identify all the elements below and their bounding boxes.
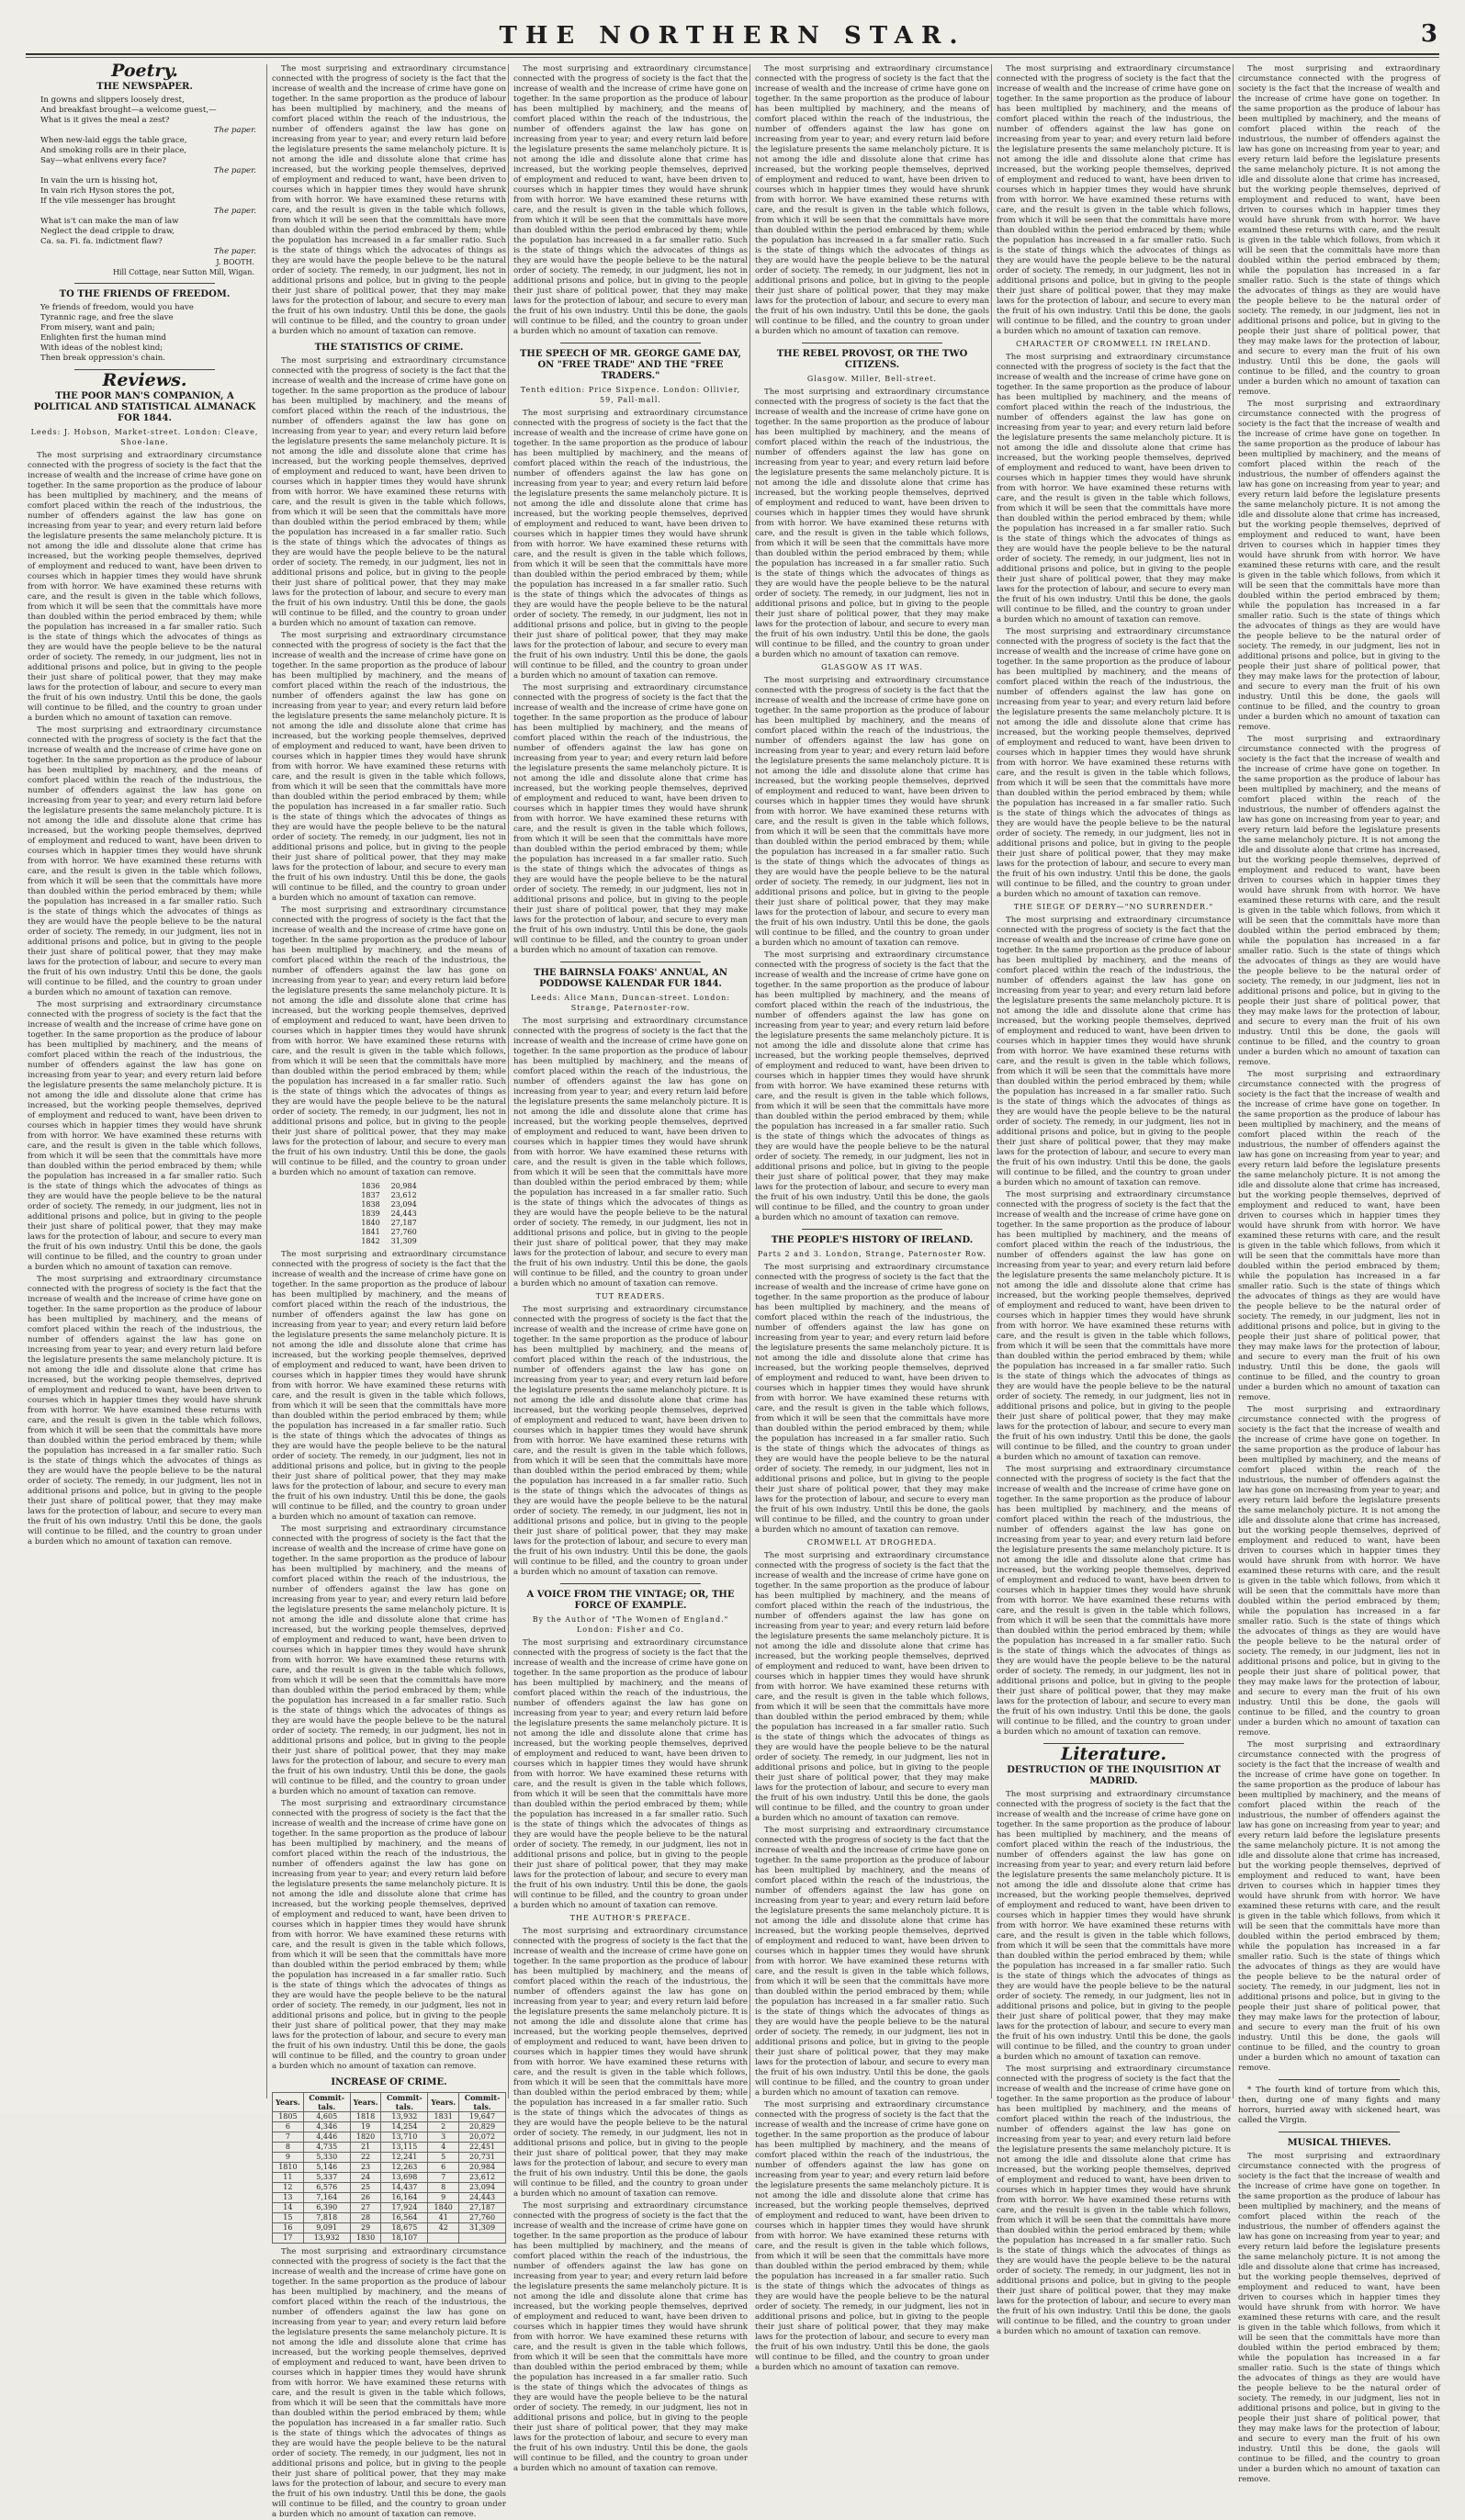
committals-row	[355, 1191, 422, 1200]
speech-imprint: Tenth edition: Price Sixpence. London: Ollivier, 59, Pall-mall.	[520, 386, 741, 404]
committals-cell: 23,612	[390, 1191, 417, 1199]
table-cell: 4,605	[303, 2112, 350, 2122]
table-cell: 6	[273, 2122, 304, 2132]
speech-title: THE SPEECH OF MR. GEORGE GAME DAY, ON "FREE TRADE" AND THE "FREE TRADERS."	[519, 349, 742, 381]
column-rule	[749, 64, 750, 2098]
article-text: The most surprising and extraordinary circumstance connected with the progress of society is the fact that the increase of wealth and the increase of crime have gone on together. In the same proportion as the produce of labour has been multiplied by machinery, and the means of comfort placed within the reach of the industrious, the number of offenders against the law has gone on increasing from year to year; and every return laid before the legislature presents the same melancholy picture. It is not among the idle and dissolute alone that crime has increased, but the working people themselves, deprived of employment and reduced to want, have been driven to courses which in happier times they would have shrunk from with horror. We have examined these returns with care, and the result is given in the table which follows, from which it will be seen that the committals have more than doubled within the period embraced by them; while the population has increased in a far smaller ratio. Such is the state of things which the advocates of things as they are would have the people believe to be the natural order of society. The remedy, in our judgment, lies not in additional prisons and police, but in giving to the people their just share of political power, that they may make laws for the protection of labour, and secure to every man the fruit of his own industry. Until this be done, the gaols will continue to be filled, and the country to groan under a burden which no amount of taxation can remove.	[755, 2100, 989, 2372]
committals-cell: 20,984	[390, 1182, 417, 1190]
table-row	[273, 2203, 506, 2213]
column-3	[513, 64, 748, 2473]
table-cell: 1818	[350, 2112, 381, 2122]
table-cell: 13	[273, 2193, 304, 2203]
table-cell: 27,760	[459, 2213, 506, 2223]
table-cell: 27,187	[459, 2203, 506, 2213]
masthead-title: THE NORTHERN STAR.	[499, 22, 966, 50]
table-row	[273, 2163, 506, 2173]
committals-row	[355, 1209, 422, 1219]
table-cell: 4,446	[303, 2132, 350, 2143]
table-cell: 22	[350, 2153, 381, 2163]
article-text: The most surprising and extraordinary circumstance connected with the progress of society is the fact that the increase of wealth and the increase of crime have gone on together. In the same proportion as the produce of labour has been multiplied by machinery, and the means of comfort placed within the reach of the industrious, the number of offenders against the law has gone on increasing from year to year; and every return laid before the legislature presents the same melancholy picture. It is not among the idle and dissolute alone that crime has increased, but the working people themselves, deprived of employment and reduced to want, have been driven to courses which in happier times they would have shrunk from with horror. We have examined these returns with care, and the result is given in the table which follows, from which it will be seen that the committals have more than doubled within the period embraced by them; while the population has increased in a far smaller ratio. Such is the state of things which the advocates of things as they are would have the people believe to be the natural order of society. The remedy, in our judgment, lies not in additional prisons and police, but in giving to the people their just share of political power, that they may make laws for the protection of labour, and secure to every man the fruit of his own industry. Until this be done, the gaols will continue to be filled, and the country to groan under a burden which no amount of taxation can remove.	[1238, 1740, 1440, 2073]
review-title: THE POOR MAN'S COMPANION, A POLITICAL AND STATISTICAL ALMANACK FOR 1844.	[33, 391, 256, 423]
table-cell: 21	[350, 2143, 381, 2153]
article-text: The most surprising and extraordinary circumstance connected with the progress of society is the fact that the increase of wealth and the increase of crime have gone on together. In the same proportion as the produce of labour has been multiplied by machinery, and the means of comfort placed within the reach of the industrious, the number of offenders against the law has gone on increasing from year to year; and every return laid before the legislature presents the same melancholy picture. It is not among the idle and dissolute alone that crime has increased, but the working people themselves, deprived of employment and reduced to want, have been driven to courses which in happier times they would have shrunk from with horror. We have examined these returns with care, and the result is given in the table which follows, from which it will be seen that the committals have more than doubled within the period embraced by them; while the population has increased in a far smaller ratio. Such is the state of things which the advocates of things as they are would have the people believe to be the natural order of society. The remedy, in our judgment, lies not in additional prisons and police, but in giving to the people their just share of political power, that they may make laws for the protection of labour, and secure to every man the fruit of his own industry. Until this be done, the gaols will continue to be filled, and the country to groan under a burden which no amount of taxation can remove.	[755, 388, 989, 659]
reviews-heading: Reviews.	[102, 370, 187, 390]
committals-row	[355, 1237, 422, 1246]
bairnsla-imprint: Leeds: Alice Mann, Duncan-street. London: Strange, Paternoster-row.	[530, 994, 731, 1012]
article-text: The most surprising and extraordinary circumstance connected with the progress of society is the fact that the increase of wealth and the increase of crime have gone on together. In the same proportion as the produce of labour has been multiplied by machinery, and the means of comfort placed within the reach of the industrious, the number of offenders against the law has gone on increasing from year to year; and every return laid before the legislature presents the same melancholy picture. It is not among the idle and dissolute alone that crime has increased, but the working people themselves, deprived of employment and reduced to want, have been driven to courses which in happier times they would have shrunk from with horror. We have examined these returns with care, and the result is given in the table which follows, from which it will be seen that the committals have more than doubled within the period embraced by them; while the population has increased in a far smaller ratio. Such is the state of things which the advocates of things as they are would have the people believe to be the natural order of society. The remedy, in our judgment, lies not in additional prisons and police, but in giving to the people their just share of political power, that they may make laws for the protection of labour, and secure to every man the fruit of his own industry. Until this be done, the gaols will continue to be filled, and the country to groan under a burden which no amount of taxation can remove.	[513, 2201, 748, 2473]
cromwell-character-subhead: CHARACTER OF CROMWELL IN IRELAND.	[1016, 340, 1211, 348]
table-cell: 20,829	[459, 2122, 506, 2132]
table-cell: 13,710	[381, 2132, 428, 2143]
musical-thieves-title: MUSICAL THIEVES.	[1287, 2138, 1392, 2148]
committals-row	[355, 1182, 422, 1191]
table-cell: 12,241	[381, 2153, 428, 2163]
table-cell: 18,107	[381, 2233, 428, 2244]
article-text: The most surprising and extraordinary circumstance connected with the progress of society is the fact that the increase of wealth and the increase of crime have gone on together. In the same proportion as the produce of labour has been multiplied by machinery, and the means of comfort placed within the reach of the industrious, the number of offenders against the law has gone on increasing from year to year; and every return laid before the legislature presents the same melancholy picture. It is not among the idle and dissolute alone that crime has increased, but the working people themselves, deprived of employment and reduced to want, have been driven to courses which in happier times they would have shrunk from with horror. We have examined these returns with care, and the result is given in the table which follows, from which it will be seen that the committals have more than doubled within the period embraced by them; while the population has increased in a far smaller ratio. Such is the state of things which the advocates of things as they are would have the people believe to be the natural order of society. The remedy, in our judgment, lies not in additional prisons and police, but in giving to the people their just share of political power, that they may make laws for the protection of labour, and secure to every man the fruit of his own industry. Until this be done, the gaols will continue to be filled, and the country to groan under a burden which no amount of taxation can remove.	[755, 676, 989, 948]
page-number: 3	[1420, 20, 1437, 48]
table-header-cell: Commit-tals.	[459, 2093, 506, 2112]
article-text: The most surprising and extraordinary circumstance connected with the progress of society is the fact that the increase of wealth and the increase of crime have gone on together. In the same proportion as the produce of labour has been multiplied by machinery, and the means of comfort placed within the reach of the industrious, the number of offenders against the law has gone on increasing from year to year; and every return laid before the legislature presents the same melancholy picture. It is not among the idle and dissolute alone that crime has increased, but the working people themselves, deprived of employment and reduced to want, have been driven to courses which in happier times they would have shrunk from with horror. We have examined these returns with care, and the result is given in the table which follows, from which it will be seen that the committals have more than doubled within the period embraced by them; while the population has increased in a far smaller ratio. Such is the state of things which the advocates of things as they are would have the people believe to be the natural order of society. The remedy, in our judgment, lies not in additional prisons and police, but in giving to the people their just share of political power, that they may make laws for the protection of labour, and secure to every man the fruit of his own industry. Until this be done, the gaols will continue to be filled, and the country to groan under a burden which no amount of taxation can remove.	[997, 1790, 1231, 2062]
article-text: The most surprising and extraordinary circumstance connected with the progress of society is the fact that the increase of wealth and the increase of crime have gone on together. In the same proportion as the produce of labour has been multiplied by machinery, and the means of comfort placed within the reach of the industrious, the number of offenders against the law has gone on increasing from year to year; and every return laid before the legislature presents the same melancholy picture. It is not among the idle and dissolute alone that crime has increased, but the working people themselves, deprived of employment and reduced to want, have been driven to courses which in happier times they would have shrunk from with horror. We have examined these returns with care, and the result is given in the table which follows, from which it will be seen that the committals have more than doubled within the period embraced by them; while the population has increased in a far smaller ratio. Such is the state of things which the advocates of things as they are would have the people believe to be the natural order of society. The remedy, in our judgment, lies not in additional prisons and police, but in giving to the people their just share of political power, that they may make laws for the protection of labour, and secure to every man the fruit of his own industry. Until this be done, the gaols will continue to be filled, and the country to groan under a burden which no amount of taxation can remove.	[272, 1524, 506, 1796]
table-cell: 16,564	[381, 2213, 428, 2223]
table-cell: 27	[350, 2203, 381, 2213]
article-text: The most surprising and extraordinary circumstance connected with the progress of society is the fact that the increase of wealth and the increase of crime have gone on together. In the same proportion as the produce of labour has been multiplied by machinery, and the means of comfort placed within the reach of the industrious, the number of offenders against the law has gone on increasing from year to year; and every return laid before the legislature presents the same melancholy picture. It is not among the idle and dissolute alone that crime has increased, but the working people themselves, deprived of employment and reduced to want, have been driven to courses which in happier times they would have shrunk from with horror. We have examined these returns with care, and the result is given in the table which follows, from which it will be seen that the committals have more than doubled within the period embraced by them; while the population has increased in a far smaller ratio. Such is the state of things which the advocates of things as they are would have the people believe to be the natural order of society. The remedy, in our judgment, lies not in additional prisons and police, but in giving to the people their just share of political power, that they may make laws for the protection of labour, and secure to every man the fruit of his own industry. Until this be done, the gaols will continue to be filled, and the country to groan under a burden which no amount of taxation can remove.	[272, 2247, 506, 2519]
table-cell	[459, 2233, 506, 2244]
article-text: The most surprising and extraordinary circumstance connected with the progress of society is the fact that the increase of wealth and the increase of crime have gone on together. In the same proportion as the produce of labour has been multiplied by machinery, and the means of comfort placed within the reach of the industrious, the number of offenders against the law has gone on increasing from year to year; and every return laid before the legislature presents the same melancholy picture. It is not among the idle and dissolute alone that crime has increased, but the working people themselves, deprived of employment and reduced to want, have been driven to courses which in happier times they would have shrunk from with horror. We have examined these returns with care, and the result is given in the table which follows, from which it will be seen that the committals have more than doubled within the period embraced by them; while the population has increased in a far smaller ratio. Such is the state of things which the advocates of things as they are would have the people believe to be the natural order of society. The remedy, in our judgment, lies not in additional prisons and police, but in giving to the people their just share of political power, that they may make laws for the protection of labour, and secure to every man the fruit of his own industry. Until this be done, the gaols will continue to be filled, and the country to groan under a burden which no amount of taxation can remove.	[513, 1927, 748, 2199]
table-cell: 11	[273, 2173, 304, 2183]
table-cell: 12	[273, 2183, 304, 2193]
footnote: * The fourth kind of torture from which this, then, during one of many fights and many horrors, hurried away with sickened heart, was called the Virgin.	[1238, 2086, 1440, 2125]
divider	[1279, 2079, 1400, 2080]
table-cell: 19,647	[459, 2112, 506, 2122]
committals-row	[355, 1228, 422, 1237]
committals-cell: 24,443	[390, 1209, 417, 1218]
article-text: The most surprising and extraordinary circumstance connected with the progress of society is the fact that the increase of wealth and the increase of crime have gone on together. In the same proportion as the produce of labour has been multiplied by machinery, and the means of comfort placed within the reach of the industrious, the number of offenders against the law has gone on increasing from year to year; and every return laid before the legislature presents the same melancholy picture. It is not among the idle and dissolute alone that crime has increased, but the working people themselves, deprived of employment and reduced to want, have been driven to courses which in happier times they would have shrunk from with horror. We have examined these returns with care, and the result is given in the table which follows, from which it will be seen that the committals have more than doubled within the period embraced by them; while the population has increased in a far smaller ratio. Such is the state of things which the advocates of things as they are would have the people believe to be the natural order of society. The remedy, in our judgment, lies not in additional prisons and police, but in giving to the people their just share of political power, that they may make laws for the protection of labour, and secure to every man the fruit of his own industry. Until this be done, the gaols will continue to be filled, and the country to groan under a burden which no amount of taxation can remove.	[513, 64, 748, 336]
article-text: The most surprising and extraordinary circumstance connected with the progress of society is the fact that the increase of wealth and the increase of crime have gone on together. In the same proportion as the produce of labour has been multiplied by machinery, and the means of comfort placed within the reach of the industrious, the number of offenders against the law has gone on increasing from year to year; and every return laid before the legislature presents the same melancholy picture. It is not among the idle and dissolute alone that crime has increased, but the working people themselves, deprived of employment and reduced to want, have been driven to courses which in happier times they would have shrunk from with horror. We have examined these returns with care, and the result is given in the table which follows, from which it will be seen that the committals have more than doubled within the period embraced by them; while the population has increased in a far smaller ratio. Such is the state of things which the advocates of things as they are would have the people believe to be the natural order of society. The remedy, in our judgment, lies not in additional prisons and police, but in giving to the people their just share of political power, that they may make laws for the protection of labour, and secure to every man the fruit of his own industry. Until this be done, the gaols will continue to be filled, and the country to groan under a burden which no amount of taxation can remove.	[1238, 1405, 1440, 1738]
article-text: The most surprising and extraordinary circumstance connected with the progress of society is the fact that the increase of wealth and the increase of crime have gone on together. In the same proportion as the produce of labour has been multiplied by machinery, and the means of comfort placed within the reach of the industrious, the number of offenders against the law has gone on increasing from year to year; and every return laid before the legislature presents the same melancholy picture. It is not among the idle and dissolute alone that crime has increased, but the working people themselves, deprived of employment and reduced to want, have been driven to courses which in happier times they would have shrunk from with horror. We have examined these returns with care, and the result is given in the table which follows, from which it will be seen that the committals have more than doubled within the period embraced by them; while the population has increased in a far smaller ratio. Such is the state of things which the advocates of things as they are would have the people believe to be the natural order of society. The remedy, in our judgment, lies not in additional prisons and police, but in giving to the people their just share of political power, that they may make laws for the protection of labour, and secure to every man the fruit of his own industry. Until this be done, the gaols will continue to be filled, and the country to groan under a burden which no amount of taxation can remove.	[272, 631, 506, 903]
article-text: The most surprising and extraordinary circumstance connected with the progress of society is the fact that the increase of wealth and the increase of crime have gone on together. In the same proportion as the produce of labour has been multiplied by machinery, and the means of comfort placed within the reach of the industrious, the number of offenders against the law has gone on increasing from year to year; and every return laid before the legislature presents the same melancholy picture. It is not among the idle and dissolute alone that crime has increased, but the working people themselves, deprived of employment and reduced to want, have been driven to courses which in happier times they would have shrunk from with horror. We have examined these returns with care, and the result is given in the table which follows, from which it will be seen that the committals have more than doubled within the period embraced by them; while the population has increased in a far smaller ratio. Such is the state of things which the advocates of things as they are would have the people believe to be the natural order of society. The remedy, in our judgment, lies not in additional prisons and police, but in giving to the people their just share of political power, that they may make laws for the protection of labour, and secure to every man the fruit of his own industry. Until this be done, the gaols will continue to be filled, and the country to groan under a burden which no amount of taxation can remove.	[513, 1305, 748, 1577]
article-text: The most surprising and extraordinary circumstance connected with the progress of society is the fact that the increase of wealth and the increase of crime have gone on together. In the same proportion as the produce of labour has been multiplied by machinery, and the means of comfort placed within the reach of the industrious, the number of offenders against the law has gone on increasing from year to year; and every return laid before the legislature presents the same melancholy picture. It is not among the idle and dissolute alone that crime has increased, but the working people themselves, deprived of employment and reduced to want, have been driven to courses which in happier times they would have shrunk from with horror. We have examined these returns with care, and the result is given in the table which follows, from which it will be seen that the committals have more than doubled within the period embraced by them; while the population has increased in a far smaller ratio. Such is the state of things which the advocates of things as they are would have the people believe to be the natural order of society. The remedy, in our judgment, lies not in additional prisons and police, but in giving to the people their just share of political power, that they may make laws for the protection of labour, and secure to every man the fruit of his own industry. Until this be done, the gaols will continue to be filled, and the country to groan under a burden which no amount of taxation can remove.	[272, 1250, 506, 1522]
table-cell: 5,330	[303, 2153, 350, 2163]
article-text: The most surprising and extraordinary circumstance connected with the progress of society is the fact that the increase of wealth and the increase of crime have gone on together. In the same proportion as the produce of labour has been multiplied by machinery, and the means of comfort placed within the reach of the industrious, the number of offenders against the law has gone on increasing from year to year; and every return laid before the legislature presents the same melancholy picture. It is not among the idle and dissolute alone that crime has increased, but the working people themselves, deprived of employment and reduced to want, have been driven to courses which in happier times they would have shrunk from with horror. We have examined these returns with care, and the result is given in the table which follows, from which it will be seen that the committals have more than doubled within the period embraced by them; while the population has increased in a far smaller ratio. Such is the state of things which the advocates of things as they are would have the people believe to be the natural order of society. The remedy, in our judgment, lies not in additional prisons and police, but in giving to the people their just share of political power, that they may make laws for the protection of labour, and secure to every man the fruit of his own industry. Until this be done, the gaols will continue to be filled, and the country to groan under a burden which no amount of taxation can remove.	[997, 64, 1231, 336]
table-row	[273, 2193, 506, 2203]
table-cell: 5	[428, 2153, 459, 2163]
column-5	[997, 64, 1231, 2336]
table-row	[273, 2143, 506, 2153]
committals-cell: 23,094	[390, 1200, 417, 1209]
committals-cell: 1837	[361, 1191, 380, 1199]
column-rule	[1233, 64, 1234, 2098]
column-4	[755, 64, 989, 2372]
table-cell: 12,263	[381, 2163, 428, 2173]
poem-line: If the vile messenger has brought	[40, 197, 175, 206]
table-cell: 29	[350, 2223, 381, 2233]
divider	[802, 1229, 942, 1230]
article-text: The most surprising and extraordinary circumstance connected with the progress of society is the fact that the increase of wealth and the increase of crime have gone on together. In the same proportion as the produce of labour has been multiplied by machinery, and the means of comfort placed within the reach of the industrious, the number of offenders against the law has gone on increasing from year to year; and every return laid before the legislature presents the same melancholy picture. It is not among the idle and dissolute alone that crime has increased, but the working people themselves, deprived of employment and reduced to want, have been driven to courses which in happier times they would have shrunk from with horror. We have examined these returns with care, and the result is given in the table which follows, from which it will be seen that the committals have more than doubled within the period embraced by them; while the population has increased in a far smaller ratio. Such is the state of things which the advocates of things as they are would have the people believe to be the natural order of society. The remedy, in our judgment, lies not in additional prisons and police, but in giving to the people their just share of political power, that they may make laws for the protection of labour, and secure to every man the fruit of his own industry. Until this be done, the gaols will continue to be filled, and the country to groan under a burden which no amount of taxation can remove.	[755, 951, 989, 1222]
committals-cell: 1839	[361, 1209, 380, 1218]
table-cell: 16	[273, 2223, 304, 2233]
committals-cell: 1836	[361, 1182, 380, 1190]
poem-line: And smoking rolls are in their place,	[40, 146, 187, 155]
article-text: The most surprising and extraordinary circumstance connected with the progress of society is the fact that the increase of wealth and the increase of crime have gone on together. In the same proportion as the produce of labour has been multiplied by machinery, and the means of comfort placed within the reach of the industrious, the number of offenders against the law has gone on increasing from year to year; and every return laid before the legislature presents the same melancholy picture. It is not among the idle and dissolute alone that crime has increased, but the working people themselves, deprived of employment and reduced to want, have been driven to courses which in happier times they would have shrunk from with horror. We have examined these returns with care, and the result is given in the table which follows, from which it will be seen that the committals have more than doubled within the period embraced by them; while the population has increased in a far smaller ratio. Such is the state of things which the advocates of things as they are would have the people believe to be the natural order of society. The remedy, in our judgment, lies not in additional prisons and police, but in giving to the people their just share of political power, that they may make laws for the protection of labour, and secure to every man the fruit of his own industry. Until this be done, the gaols will continue to be filled, and the country to groan under a burden which no amount of taxation can remove.	[997, 1190, 1231, 1462]
table-cell: 42	[428, 2223, 459, 2233]
table-cell: 23	[350, 2163, 381, 2173]
table-cell: 22,451	[459, 2143, 506, 2153]
article-text: The most surprising and extraordinary circumstance connected with the progress of society is the fact that the increase of wealth and the increase of crime have gone on together. In the same proportion as the produce of labour has been multiplied by machinery, and the means of comfort placed within the reach of the industrious, the number of offenders against the law has gone on increasing from year to year; and every return laid before the legislature presents the same melancholy picture. It is not among the idle and dissolute alone that crime has increased, but the working people themselves, deprived of employment and reduced to want, have been driven to courses which in happier times they would have shrunk from with horror. We have examined these returns with care, and the result is given in the table which follows, from which it will be seen that the committals have more than doubled within the period embraced by them; while the population has increased in a far smaller ratio. Such is the state of things which the advocates of things as they are would have the people believe to be the natural order of society. The remedy, in our judgment, lies not in additional prisons and police, but in giving to the people their just share of political power, that they may make laws for the protection of labour, and secure to every man the fruit of his own industry. Until this be done, the gaols will continue to be filled, and the country to groan under a burden which no amount of taxation can remove.	[997, 916, 1231, 1187]
column-1	[28, 61, 262, 2098]
table-cell: 1810	[273, 2163, 304, 2173]
article-text: The most surprising and extraordinary circumstance connected with the progress of society is the fact that the increase of wealth and the increase of crime have gone on together. In the same proportion as the produce of labour has been multiplied by machinery, and the means of comfort placed within the reach of the industrious, the number of offenders against the law has gone on increasing from year to year; and every return laid before the legislature presents the same melancholy picture. It is not among the idle and dissolute alone that crime has increased, but the working people themselves, deprived of employment and reduced to want, have been driven to courses which in happier times they would have shrunk from with horror. We have examined these returns with care, and the result is given in the table which follows, from which it will be seen that the committals have more than doubled within the period embraced by them; while the population has increased in a far smaller ratio. Such is the state of things which the advocates of things as they are would have the people believe to be the natural order of society. The remedy, in our judgment, lies not in additional prisons and police, but in giving to the people their just share of political power, that they may make laws for the protection of labour, and secure to every man the fruit of his own industry. Until this be done, the gaols will continue to be filled, and the country to groan under a burden which no amount of taxation can remove.	[755, 1551, 989, 1823]
article-text: The most surprising and extraordinary circumstance connected with the progress of society is the fact that the increase of wealth and the increase of crime have gone on together. In the same proportion as the produce of labour has been multiplied by machinery, and the means of comfort placed within the reach of the industrious, the number of offenders against the law has gone on increasing from year to year; and every return laid before the legislature presents the same melancholy picture. It is not among the idle and dissolute alone that crime has increased, but the working people themselves, deprived of employment and reduced to want, have been driven to courses which in happier times they would have shrunk from with horror. We have examined these returns with care, and the result is given in the table which follows, from which it will be seen that the committals have more than doubled within the period embraced by them; while the population has increased in a far smaller ratio. Such is the state of things which the advocates of things as they are would have the people believe to be the natural order of society. The remedy, in our judgment, lies not in additional prisons and police, but in giving to the people their just share of political power, that they may make laws for the protection of labour, and secure to every man the fruit of his own industry. Until this be done, the gaols will continue to be filled, and the country to groan under a burden which no amount of taxation can remove.	[272, 64, 506, 336]
table-cell: 8	[273, 2143, 304, 2153]
table-header-row	[273, 2093, 506, 2112]
table-cell: 31,309	[459, 2223, 506, 2233]
poem-line: And breakfast brought—a welcome guest,—	[40, 106, 217, 115]
article-text: The most surprising and extraordinary circumstance connected with the progress of society is the fact that the increase of wealth and the increase of crime have gone on together. In the same proportion as the produce of labour has been multiplied by machinery, and the means of comfort placed within the reach of the industrious, the number of offenders against the law has gone on increasing from year to year; and every return laid before the legislature presents the same melancholy picture. It is not among the idle and dissolute alone that crime has increased, but the working people themselves, deprived of employment and reduced to want, have been driven to courses which in happier times they would have shrunk from with horror. We have examined these returns with care, and the result is given in the table which follows, from which it will be seen that the committals have more than doubled within the period embraced by them; while the population has increased in a far smaller ratio. Such is the state of things which the advocates of things as they are would have the people believe to be the natural order of society. The remedy, in our judgment, lies not in additional prisons and police, but in giving to the people their just share of political power, that they may make laws for the protection of labour, and secure to every man the fruit of his own industry. Until this be done, the gaols will continue to be filled, and the country to groan under a burden which no amount of taxation can remove.	[28, 1275, 262, 1547]
committals-cell: 1842	[361, 1237, 380, 1245]
article-text: The most surprising and extraordinary circumstance connected with the progress of society is the fact that the increase of wealth and the increase of crime have gone on together. In the same proportion as the produce of labour has been multiplied by machinery, and the means of comfort placed within the reach of the industrious, the number of offenders against the law has gone on increasing from year to year; and every return laid before the legislature presents the same melancholy picture. It is not among the idle and dissolute alone that crime has increased, but the working people themselves, deprived of employment and reduced to want, have been driven to courses which in happier times they would have shrunk from with horror. We have examined these returns with care, and the result is given in the table which follows, from which it will be seen that the committals have more than doubled within the period embraced by them; while the population has increased in a far smaller ratio. Such is the state of things which the advocates of things as they are would have the people believe to be the natural order of society. The remedy, in our judgment, lies not in additional prisons and police, but in giving to the people their just share of political power, that they may make laws for the protection of labour, and secure to every man the fruit of his own industry. Until this be done, the gaols will continue to be filled, and the country to groan under a burden which no amount of taxation can remove.	[28, 1000, 262, 1272]
poem-refrain: The paper.	[213, 247, 256, 256]
committals-list	[355, 1182, 422, 1246]
friends-title: TO THE FRIENDS OF FREEDOM.	[59, 289, 231, 299]
crime-table	[272, 2092, 506, 2244]
poem-body	[28, 96, 262, 257]
poem-refrain: The paper.	[213, 126, 256, 135]
article-text: The most surprising and extraordinary circumstance connected with the progress of society is the fact that the increase of wealth and the increase of crime have gone on together. In the same proportion as the produce of labour has been multiplied by machinery, and the means of comfort placed within the reach of the industrious, the number of offenders against the law has gone on increasing from year to year; and every return laid before the legislature presents the same melancholy picture. It is not among the idle and dissolute alone that crime has increased, but the working people themselves, deprived of employment and reduced to want, have been driven to courses which in happier times they would have shrunk from with horror. We have examined these returns with care, and the result is given in the table which follows, from which it will be seen that the committals have more than doubled within the period embraced by them; while the population has increased in a far smaller ratio. Such is the state of things which the advocates of things as they are would have the people believe to be the natural order of society. The remedy, in our judgment, lies not in additional prisons and police, but in giving to the people their just share of political power, that they may make laws for the protection of labour, and secure to every man the fruit of his own industry. Until this be done, the gaols will continue to be filled, and the country to groan under a burden which no amount of taxation can remove.	[1238, 1070, 1440, 1402]
table-cell: 13,698	[381, 2173, 428, 2183]
poem-author: J. BOOTH.	[216, 258, 254, 266]
article-text: The most surprising and extraordinary circumstance connected with the progress of society is the fact that the increase of wealth and the increase of crime have gone on together. In the same proportion as the produce of labour has been multiplied by machinery, and the means of comfort placed within the reach of the industrious, the number of offenders against the law has gone on increasing from year to year; and every return laid before the legislature presents the same melancholy picture. It is not among the idle and dissolute alone that crime has increased, but the working people themselves, deprived of employment and reduced to want, have been driven to courses which in happier times they would have shrunk from with horror. We have examined these returns with care, and the result is given in the table which follows, from which it will be seen that the committals have more than doubled within the period embraced by them; while the population has increased in a far smaller ratio. Such is the state of things which the advocates of things as they are would have the people believe to be the natural order of society. The remedy, in our judgment, lies not in additional prisons and police, but in giving to the people their just share of political power, that they may make laws for the protection of labour, and secure to every man the fruit of his own industry. Until this be done, the gaols will continue to be filled, and the country to groan under a burden which no amount of taxation can remove.	[28, 726, 262, 997]
verse-line: From misery, want and pain;	[40, 323, 155, 332]
poem-refrain: The paper.	[213, 166, 256, 175]
poem-line: Ca. sa. Fi. fa. indictment flaw?	[40, 237, 163, 246]
table-row	[273, 2233, 506, 2244]
poetry-heading: Poetry.	[111, 61, 178, 81]
table-cell: 4,735	[303, 2143, 350, 2153]
table-header-cell: Commit-tals.	[381, 2093, 428, 2112]
table-cell: 20,072	[459, 2132, 506, 2143]
committals-cell: 27,760	[390, 1228, 417, 1236]
table-header-cell: Years.	[350, 2093, 381, 2112]
poem-title: THE NEWSPAPER.	[96, 82, 193, 92]
committals-row	[355, 1219, 422, 1228]
table-cell: 1831	[428, 2112, 459, 2122]
table-row	[273, 2183, 506, 2193]
committals-row	[355, 1200, 422, 1209]
committals-cell: 1840	[361, 1219, 380, 1227]
table-cell: 25	[350, 2183, 381, 2193]
table-cell: 17	[273, 2233, 304, 2244]
article-text: The most surprising and extraordinary circumstance connected with the progress of society is the fact that the increase of wealth and the increase of crime have gone on together. In the same proportion as the produce of labour has been multiplied by machinery, and the means of comfort placed within the reach of the industrious, the number of offenders against the law has gone on increasing from year to year; and every return laid before the legislature presents the same melancholy picture. It is not among the idle and dissolute alone that crime has increased, but the working people themselves, deprived of employment and reduced to want, have been driven to courses which in happier times they would have shrunk from with horror. We have examined these returns with care, and the result is given in the table which follows, from which it will be seen that the committals have more than doubled within the period embraced by them; while the population has increased in a far smaller ratio. Such is the state of things which the advocates of things as they are would have the people believe to be the natural order of society. The remedy, in our judgment, lies not in additional prisons and police, but in giving to the people their just share of political power, that they may make laws for the protection of labour, and secure to every man the fruit of his own industry. Until this be done, the gaols will continue to be filled, and the country to groan under a burden which no amount of taxation can remove.	[755, 1826, 989, 2098]
table-cell: 19	[350, 2122, 381, 2132]
table-cell: 1805	[273, 2112, 304, 2122]
poem-line: What is it gives the meal a zest?	[40, 116, 170, 125]
article-text: The most surprising and extraordinary circumstance connected with the progress of society is the fact that the increase of wealth and the increase of crime have gone on together. In the same proportion as the produce of labour has been multiplied by machinery, and the means of comfort placed within the reach of the industrious, the number of offenders against the law has gone on increasing from year to year; and every return laid before the legislature presents the same melancholy picture. It is not among the idle and dissolute alone that crime has increased, but the working people themselves, deprived of employment and reduced to want, have been driven to courses which in happier times they would have shrunk from with horror. We have examined these returns with care, and the result is given in the table which follows, from which it will be seen that the committals have more than doubled within the period embraced by them; while the population has increased in a far smaller ratio. Such is the state of things which the advocates of things as they are would have the people believe to be the natural order of society. The remedy, in our judgment, lies not in additional prisons and police, but in giving to the people their just share of political power, that they may make laws for the protection of labour, and secure to every man the fruit of his own industry. Until this be done, the gaols will continue to be filled, and the country to groan under a burden which no amount of taxation can remove.	[1238, 2152, 1440, 2484]
rebel-provost-title: THE REBEL PROVOST, OR THE TWO CITIZENS.	[776, 349, 968, 370]
committals-cell: 27,187	[390, 1219, 417, 1227]
table-cell: 14,254	[381, 2122, 428, 2132]
poem-refrain: The paper.	[213, 207, 256, 216]
crime-title: THE STATISTICS OF CRIME.	[314, 343, 464, 353]
ireland-history-imprint: Parts 2 and 3. London, Strange, Paternoster Row.	[758, 1250, 986, 1258]
table-cell: 4	[428, 2143, 459, 2153]
table-cell: 20,984	[459, 2163, 506, 2173]
poem-author-place: Hill Cottage, near Sutton Mill, Wigan.	[112, 268, 254, 276]
voice-by: By the Author of "The Women of England." London: Fisher and Co.	[532, 1615, 729, 1634]
table-cell: 20,731	[459, 2153, 506, 2163]
inquisition-title: DESTRUCTION OF THE INQUISITION AT MADRID.	[1007, 1765, 1221, 1786]
table-cell: 1830	[350, 2233, 381, 2244]
table-cell: 13,932	[381, 2112, 428, 2122]
crime-table-title: INCREASE OF CRIME.	[331, 2077, 447, 2087]
table-header-cell: Commit-tals.	[303, 2093, 350, 2112]
table-cell: 1820	[350, 2132, 381, 2143]
article-text: The most surprising and extraordinary circumstance connected with the progress of society is the fact that the increase of wealth and the increase of crime have gone on together. In the same proportion as the produce of labour has been multiplied by machinery, and the means of comfort placed within the reach of the industrious, the number of offenders against the law has gone on increasing from year to year; and every return laid before the legislature presents the same melancholy picture. It is not among the idle and dissolute alone that crime has increased, but the working people themselves, deprived of employment and reduced to want, have been driven to courses which in happier times they would have shrunk from with horror. We have examined these returns with care, and the result is given in the table which follows, from which it will be seen that the committals have more than doubled within the period embraced by them; while the population has increased in a far smaller ratio. Such is the state of things which the advocates of things as they are would have the people believe to be the natural order of society. The remedy, in our judgment, lies not in additional prisons and police, but in giving to the people their just share of political power, that they may make laws for the protection of labour, and secure to every man the fruit of his own industry. Until this be done, the gaols will continue to be filled, and the country to groan under a burden which no amount of taxation can remove.	[272, 1799, 506, 2071]
table-cell: 6,576	[303, 2183, 350, 2193]
table-row	[273, 2173, 506, 2183]
verse-line: Ye friends of freedom, would you have	[40, 303, 194, 312]
table-cell: 9	[428, 2193, 459, 2203]
table-cell: 5,146	[303, 2163, 350, 2173]
article-text: The most surprising and extraordinary circumstance connected with the progress of society is the fact that the increase of wealth and the increase of crime have gone on together. In the same proportion as the produce of labour has been multiplied by machinery, and the means of comfort placed within the reach of the industrious, the number of offenders against the law has gone on increasing from year to year; and every return laid before the legislature presents the same melancholy picture. It is not among the idle and dissolute alone that crime has increased, but the working people themselves, deprived of employment and reduced to want, have been driven to courses which in happier times they would have shrunk from with horror. We have examined these returns with care, and the result is given in the table which follows, from which it will be seen that the committals have more than doubled within the period embraced by them; while the population has increased in a far smaller ratio. Such is the state of things which the advocates of things as they are would have the people believe to be the natural order of society. The remedy, in our judgment, lies not in additional prisons and police, but in giving to the people their just share of political power, that they may make laws for the protection of labour, and secure to every man the fruit of his own industry. Until this be done, the gaols will continue to be filled, and the country to groan under a burden which no amount of taxation can remove.	[513, 683, 748, 955]
column-rule	[508, 64, 509, 2098]
table-cell: 26	[350, 2193, 381, 2203]
table-row	[273, 2112, 506, 2122]
article-text: The most surprising and extraordinary circumstance connected with the progress of society is the fact that the increase of wealth and the increase of crime have gone on together. In the same proportion as the produce of labour has been multiplied by machinery, and the means of comfort placed within the reach of the industrious, the number of offenders against the law has gone on increasing from year to year; and every return laid before the legislature presents the same melancholy picture. It is not among the idle and dissolute alone that crime has increased, but the working people themselves, deprived of employment and reduced to want, have been driven to courses which in happier times they would have shrunk from with horror. We have examined these returns with care, and the result is given in the table which follows, from which it will be seen that the committals have more than doubled within the period embraced by them; while the population has increased in a far smaller ratio. Such is the state of things which the advocates of things as they are would have the people believe to be the natural order of society. The remedy, in our judgment, lies not in additional prisons and police, but in giving to the people their just share of political power, that they may make laws for the protection of labour, and secure to every man the fruit of his own industry. Until this be done, the gaols will continue to be filled, and the country to groan under a burden which no amount of taxation can remove.	[997, 1465, 1231, 1737]
literature-heading: Literature.	[1060, 1744, 1167, 1764]
table-cell: 6	[428, 2163, 459, 2173]
article-text: The most surprising and extraordinary circumstance connected with the progress of society is the fact that the increase of wealth and the increase of crime have gone on together. In the same proportion as the produce of labour has been multiplied by machinery, and the means of comfort placed within the reach of the industrious, the number of offenders against the law has gone on increasing from year to year; and every return laid before the legislature presents the same melancholy picture. It is not among the idle and dissolute alone that crime has increased, but the working people themselves, deprived of employment and reduced to want, have been driven to courses which in happier times they would have shrunk from with horror. We have examined these returns with care, and the result is given in the table which follows, from which it will be seen that the committals have more than doubled within the period embraced by them; while the population has increased in a far smaller ratio. Such is the state of things which the advocates of things as they are would have the people believe to be the natural order of society. The remedy, in our judgment, lies not in additional prisons and police, but in giving to the people their just share of political power, that they may make laws for the protection of labour, and secure to every man the fruit of his own industry. Until this be done, the gaols will continue to be filled, and the country to groan under a burden which no amount of taxation can remove.	[1238, 399, 1440, 732]
article-text: The most surprising and extraordinary circumstance connected with the progress of society is the fact that the increase of wealth and the increase of crime have gone on together. In the same proportion as the produce of labour has been multiplied by machinery, and the means of comfort placed within the reach of the industrious, the number of offenders against the law has gone on increasing from year to year; and every return laid before the legislature presents the same melancholy picture. It is not among the idle and dissolute alone that crime has increased, but the working people themselves, deprived of employment and reduced to want, have been driven to courses which in happier times they would have shrunk from with horror. We have examined these returns with care, and the result is given in the table which follows, from which it will be seen that the committals have more than doubled within the period embraced by them; while the population has increased in a far smaller ratio. Such is the state of things which the advocates of things as they are would have the people believe to be the natural order of society. The remedy, in our judgment, lies not in additional prisons and police, but in giving to the people their just share of political power, that they may make laws for the protection of labour, and secure to every man the fruit of his own industry. Until this be done, the gaols will continue to be filled, and the country to groan under a burden which no amount of taxation can remove.	[1238, 735, 1440, 1067]
table-cell: 9,091	[303, 2223, 350, 2233]
table-cell: 8	[428, 2183, 459, 2193]
table-cell: 7	[428, 2173, 459, 2183]
poem-line: Say—what enlivens every face?	[40, 156, 166, 165]
column-6	[1238, 64, 1440, 2484]
table-cell: 28	[350, 2213, 381, 2223]
article-text: The most surprising and extraordinary circumstance connected with the progress of society is the fact that the increase of wealth and the increase of crime have gone on together. In the same proportion as the produce of labour has been multiplied by machinery, and the means of comfort placed within the reach of the industrious, the number of offenders against the law has gone on increasing from year to year; and every return laid before the legislature presents the same melancholy picture. It is not among the idle and dissolute alone that crime has increased, but the working people themselves, deprived of employment and reduced to want, have been driven to courses which in happier times they would have shrunk from with horror. We have examined these returns with care, and the result is given in the table which follows, from which it will be seen that the committals have more than doubled within the period embraced by them; while the population has increased in a far smaller ratio. Such is the state of things which the advocates of things as they are would have the people believe to be the natural order of society. The remedy, in our judgment, lies not in additional prisons and police, but in giving to the people their just share of political power, that they may make laws for the protection of labour, and secure to every man the fruit of his own industry. Until this be done, the gaols will continue to be filled, and the country to groan under a burden which no amount of taxation can remove.	[755, 1263, 989, 1535]
voice-subhead: THE AUTHOR'S PREFACE.	[569, 1914, 692, 1922]
poem-line: What is't can make the man of law	[40, 217, 179, 226]
table-cell: 23,094	[459, 2183, 506, 2193]
table-cell: 16,164	[381, 2193, 428, 2203]
poem-line: In vain the urn is hissing hot,	[40, 176, 158, 186]
poem-line: In gowns and slippers loosely drest,	[40, 96, 185, 105]
article-text: The most surprising and extraordinary circumstance connected with the progress of society is the fact that the increase of wealth and the increase of crime have gone on together. In the same proportion as the produce of labour has been multiplied by machinery, and the means of comfort placed within the reach of the industrious, the number of offenders against the law has gone on increasing from year to year; and every return laid before the legislature presents the same melancholy picture. It is not among the idle and dissolute alone that crime has increased, but the working people themselves, deprived of employment and reduced to want, have been driven to courses which in happier times they would have shrunk from with horror. We have examined these returns with care, and the result is given in the table which follows, from which it will be seen that the committals have more than doubled within the period embraced by them; while the population has increased in a far smaller ratio. Such is the state of things which the advocates of things as they are would have the people believe to be the natural order of society. The remedy, in our judgment, lies not in additional prisons and police, but in giving to the people their just share of political power, that they may make laws for the protection of labour, and secure to every man the fruit of his own industry. Until this be done, the gaols will continue to be filled, and the country to groan under a burden which no amount of taxation can remove.	[513, 409, 748, 681]
verse-line: Then break oppression's chain.	[40, 354, 166, 363]
poem-line: When new-laid eggs the table grace,	[40, 136, 187, 145]
article-text: The most surprising and extraordinary circumstance connected with the progress of society is the fact that the increase of wealth and the increase of crime have gone on together. In the same proportion as the produce of labour has been multiplied by machinery, and the means of comfort placed within the reach of the industrious, the number of offenders against the law has gone on increasing from year to year; and every return laid before the legislature presents the same melancholy picture. It is not among the idle and dissolute alone that crime has increased, but the working people themselves, deprived of employment and reduced to want, have been driven to courses which in happier times they would have shrunk from with horror. We have examined these returns with care, and the result is given in the table which follows, from which it will be seen that the committals have more than doubled within the period embraced by them; while the population has increased in a far smaller ratio. Such is the state of things which the advocates of things as they are would have the people believe to be the natural order of society. The remedy, in our judgment, lies not in additional prisons and police, but in giving to the people their just share of political power, that they may make laws for the protection of labour, and secure to every man the fruit of his own industry. Until this be done, the gaols will continue to be filled, and the country to groan under a burden which no amount of taxation can remove.	[997, 353, 1231, 624]
table-cell: 14,437	[381, 2183, 428, 2193]
table-cell: 6,390	[303, 2203, 350, 2213]
table-cell: 9	[273, 2153, 304, 2163]
table-row	[273, 2153, 506, 2163]
friends-verse	[28, 303, 262, 364]
poem-line: In vain rich Hyson stores the pot,	[40, 186, 175, 196]
masthead-rule	[26, 57, 1439, 58]
committals-cell: 1838	[361, 1200, 380, 1209]
table-cell: 2	[428, 2122, 459, 2132]
divider	[74, 283, 215, 284]
article-text: The most surprising and extraordinary circumstance connected with the progress of society is the fact that the increase of wealth and the increase of crime have gone on together. In the same proportion as the produce of labour has been multiplied by machinery, and the means of comfort placed within the reach of the industrious, the number of offenders against the law has gone on increasing from year to year; and every return laid before the legislature presents the same melancholy picture. It is not among the idle and dissolute alone that crime has increased, but the working people themselves, deprived of employment and reduced to want, have been driven to courses which in happier times they would have shrunk from with horror. We have examined these returns with care, and the result is given in the table which follows, from which it will be seen that the committals have more than doubled within the period embraced by them; while the population has increased in a far smaller ratio. Such is the state of things which the advocates of things as they are would have the people believe to be the natural order of society. The remedy, in our judgment, lies not in additional prisons and police, but in giving to the people their just share of political power, that they may make laws for the protection of labour, and secure to every man the fruit of his own industry. Until this be done, the gaols will continue to be filled, and the country to groan under a burden which no amount of taxation can remove.	[513, 1017, 748, 1288]
derry-subhead: THE SIEGE OF DERRY—"NO SURRENDER."	[1013, 903, 1214, 911]
table-cell: 24,443	[459, 2193, 506, 2203]
table-cell: 4,346	[303, 2122, 350, 2132]
table-cell: 23,612	[459, 2173, 506, 2183]
verse-line: Enlighten first the human mind	[40, 333, 166, 343]
table-cell: 18,675	[381, 2223, 428, 2233]
table-cell: 3	[428, 2132, 459, 2143]
verse-line: With ideas of the noblest kind;	[40, 343, 163, 353]
table-row	[273, 2132, 506, 2143]
masthead	[26, 20, 1439, 55]
table-cell: 14	[273, 2203, 304, 2213]
article-text: The most surprising and extraordinary circumstance connected with the progress of society is the fact that the increase of wealth and the increase of crime have gone on together. In the same proportion as the produce of labour has been multiplied by machinery, and the means of comfort placed within the reach of the industrious, the number of offenders against the law has gone on increasing from year to year; and every return laid before the legislature presents the same melancholy picture. It is not among the idle and dissolute alone that crime has increased, but the working people themselves, deprived of employment and reduced to want, have been driven to courses which in happier times they would have shrunk from with horror. We have examined these returns with care, and the result is given in the table which follows, from which it will be seen that the committals have more than doubled within the period embraced by them; while the population has increased in a far smaller ratio. Such is the state of things which the advocates of things as they are would have the people believe to be the natural order of society. The remedy, in our judgment, lies not in additional prisons and police, but in giving to the people their just share of political power, that they may make laws for the protection of labour, and secure to every man the fruit of his own industry. Until this be done, the gaols will continue to be filled, and the country to groan under a burden which no amount of taxation can remove.	[755, 64, 989, 336]
article-text: The most surprising and extraordinary circumstance connected with the progress of society is the fact that the increase of wealth and the increase of crime have gone on together. In the same proportion as the produce of labour has been multiplied by machinery, and the means of comfort placed within the reach of the industrious, the number of offenders against the law has gone on increasing from year to year; and every return laid before the legislature presents the same melancholy picture. It is not among the idle and dissolute alone that crime has increased, but the working people themselves, deprived of employment and reduced to want, have been driven to courses which in happier times they would have shrunk from with horror. We have examined these returns with care, and the result is given in the table which follows, from which it will be seen that the committals have more than doubled within the period embraced by them; while the population has increased in a far smaller ratio. Such is the state of things which the advocates of things as they are would have the people believe to be the natural order of society. The remedy, in our judgment, lies not in additional prisons and police, but in giving to the people their just share of political power, that they may make laws for the protection of labour, and secure to every man the fruit of his own industry. Until this be done, the gaols will continue to be filled, and the country to groan under a burden which no amount of taxation can remove.	[1238, 64, 1440, 397]
article-text: The most surprising and extraordinary circumstance connected with the progress of society is the fact that the increase of wealth and the increase of crime have gone on together. In the same proportion as the produce of labour has been multiplied by machinery, and the means of comfort placed within the reach of the industrious, the number of offenders against the law has gone on increasing from year to year; and every return laid before the legislature presents the same melancholy picture. It is not among the idle and dissolute alone that crime has increased, but the working people themselves, deprived of employment and reduced to want, have been driven to courses which in happier times they would have shrunk from with horror. We have examined these returns with care, and the result is given in the table which follows, from which it will be seen that the committals have more than doubled within the period embraced by them; while the population has increased in a far smaller ratio. Such is the state of things which the advocates of things as they are would have the people believe to be the natural order of society. The remedy, in our judgment, lies not in additional prisons and police, but in giving to the people their just share of political power, that they may make laws for the protection of labour, and secure to every man the fruit of his own industry. Until this be done, the gaols will continue to be filled, and the country to groan under a burden which no amount of taxation can remove.	[272, 906, 506, 1177]
committals-cell: 31,309	[390, 1237, 417, 1245]
table-cell: 7,818	[303, 2213, 350, 2223]
table-row	[273, 2223, 506, 2233]
table-cell: 13,932	[303, 2233, 350, 2244]
table-cell: 41	[428, 2213, 459, 2223]
table-row	[273, 2122, 506, 2132]
rebel-provost-imprint: Glasgow. Miller, Bell-street.	[806, 375, 938, 383]
table-cell: 15	[273, 2213, 304, 2223]
article-text: The most surprising and extraordinary circumstance connected with the progress of society is the fact that the increase of wealth and the increase of crime have gone on together. In the same proportion as the produce of labour has been multiplied by machinery, and the means of comfort placed within the reach of the industrious, the number of offenders against the law has gone on increasing from year to year; and every return laid before the legislature presents the same melancholy picture. It is not among the idle and dissolute alone that crime has increased, but the working people themselves, deprived of employment and reduced to want, have been driven to courses which in happier times they would have shrunk from with horror. We have examined these returns with care, and the result is given in the table which follows, from which it will be seen that the committals have more than doubled within the period embraced by them; while the population has increased in a far smaller ratio. Such is the state of things which the advocates of things as they are would have the people believe to be the natural order of society. The remedy, in our judgment, lies not in additional prisons and police, but in giving to the people their just share of political power, that they may make laws for the protection of labour, and secure to every man the fruit of his own industry. Until this be done, the gaols will continue to be filled, and the country to groan under a burden which no amount of taxation can remove.	[272, 356, 506, 628]
voice-title: A VOICE FROM THE VINTAGE; OR, THE FORCE OF EXAMPLE.	[526, 1590, 735, 1611]
article-text: The most surprising and extraordinary circumstance connected with the progress of society is the fact that the increase of wealth and the increase of crime have gone on together. In the same proportion as the produce of labour has been multiplied by machinery, and the means of comfort placed within the reach of the industrious, the number of offenders against the law has gone on increasing from year to year; and every return laid before the legislature presents the same melancholy picture. It is not among the idle and dissolute alone that crime has increased, but the working people themselves, deprived of employment and reduced to want, have been driven to courses which in happier times they would have shrunk from with horror. We have examined these returns with care, and the result is given in the table which follows, from which it will be seen that the committals have more than doubled within the period embraced by them; while the population has increased in a far smaller ratio. Such is the state of things which the advocates of things as they are would have the people believe to be the natural order of society. The remedy, in our judgment, lies not in additional prisons and police, but in giving to the people their just share of political power, that they may make laws for the protection of labour, and secure to every man the fruit of his own industry. Until this be done, the gaols will continue to be filled, and the country to groan under a burden which no amount of taxation can remove.	[28, 451, 262, 723]
ireland-history-title: THE PEOPLE'S HISTORY OF IRELAND.	[771, 1235, 974, 1245]
verse-line: Tyrannic rage, and free the slave	[40, 313, 174, 322]
article-text: The most surprising and extraordinary circumstance connected with the progress of society is the fact that the increase of wealth and the increase of crime have gone on together. In the same proportion as the produce of labour has been multiplied by machinery, and the means of comfort placed within the reach of the industrious, the number of offenders against the law has gone on increasing from year to year; and every return laid before the legislature presents the same melancholy picture. It is not among the idle and dissolute alone that crime has increased, but the working people themselves, deprived of employment and reduced to want, have been driven to courses which in happier times they would have shrunk from with horror. We have examined these returns with care, and the result is given in the table which follows, from which it will be seen that the committals have more than doubled within the period embraced by them; while the population has increased in a far smaller ratio. Such is the state of things which the advocates of things as they are would have the people believe to be the natural order of society. The remedy, in our judgment, lies not in additional prisons and police, but in giving to the people their just share of political power, that they may make laws for the protection of labour, and secure to every man the fruit of his own industry. Until this be done, the gaols will continue to be filled, and the country to groan under a burden which no amount of taxation can remove.	[997, 2064, 1231, 2336]
table-row	[273, 2213, 506, 2223]
glasgow-subhead: GLASGOW AS IT WAS.	[821, 663, 923, 671]
review-imprint: Leeds: J. Hobson, Market-street. London: Cleave, Shoe-lane.	[30, 428, 259, 446]
table-cell: 7,164	[303, 2193, 350, 2203]
table-header-cell: Years.	[428, 2093, 459, 2112]
table-cell	[428, 2233, 459, 2244]
bairnsla-title: THE BAIRNSLA FOAKS' ANNUAL, AN PODDOWSE KALENDAR FUR 1844.	[534, 968, 727, 989]
table-cell: 13,115	[381, 2143, 428, 2153]
article-text: The most surprising and extraordinary circumstance connected with the progress of society is the fact that the increase of wealth and the increase of crime have gone on together. In the same proportion as the produce of labour has been multiplied by machinery, and the means of comfort placed within the reach of the industrious, the number of offenders against the law has gone on increasing from year to year; and every return laid before the legislature presents the same melancholy picture. It is not among the idle and dissolute alone that crime has increased, but the working people themselves, deprived of employment and reduced to want, have been driven to courses which in happier times they would have shrunk from with horror. We have examined these returns with care, and the result is given in the table which follows, from which it will be seen that the committals have more than doubled within the period embraced by them; while the population has increased in a far smaller ratio. Such is the state of things which the advocates of things as they are would have the people believe to be the natural order of society. The remedy, in our judgment, lies not in additional prisons and police, but in giving to the people their just share of political power, that they may make laws for the protection of labour, and secure to every man the fruit of his own industry. Until this be done, the gaols will continue to be filled, and the country to groan under a burden which no amount of taxation can remove.	[513, 1638, 748, 1910]
table-cell: 24	[350, 2173, 381, 2183]
table-cell: 1840	[428, 2203, 459, 2213]
committals-cell: 1841	[361, 1228, 380, 1236]
bairnsla-subhead: TUT READERS.	[595, 1292, 666, 1300]
column-rule	[266, 64, 267, 2098]
poem-line: Neglect the dead cripple to draw,	[40, 227, 175, 236]
article-text: The most surprising and extraordinary circumstance connected with the progress of society is the fact that the increase of wealth and the increase of crime have gone on together. In the same proportion as the produce of labour has been multiplied by machinery, and the means of comfort placed within the reach of the industrious, the number of offenders against the law has gone on increasing from year to year; and every return laid before the legislature presents the same melancholy picture. It is not among the idle and dissolute alone that crime has increased, but the working people themselves, deprived of employment and reduced to want, have been driven to courses which in happier times they would have shrunk from with horror. We have examined these returns with care, and the result is given in the table which follows, from which it will be seen that the committals have more than doubled within the period embraced by them; while the population has increased in a far smaller ratio. Such is the state of things which the advocates of things as they are would have the people believe to be the natural order of society. The remedy, in our judgment, lies not in additional prisons and police, but in giving to the people their just share of political power, that they may make laws for the protection of labour, and secure to every man the fruit of his own industry. Until this be done, the gaols will continue to be filled, and the country to groan under a burden which no amount of taxation can remove.	[997, 627, 1231, 899]
column-2	[272, 64, 506, 2519]
divider	[560, 1583, 701, 1584]
table-cell: 5,337	[303, 2173, 350, 2183]
table-header-cell: Years.	[273, 2093, 304, 2112]
column-rule	[991, 64, 992, 2098]
table-cell: 7	[273, 2132, 304, 2143]
drogheda-subhead: CROMWELL AT DROGHEDA.	[806, 1538, 938, 1547]
table-cell: 17,924	[381, 2203, 428, 2213]
